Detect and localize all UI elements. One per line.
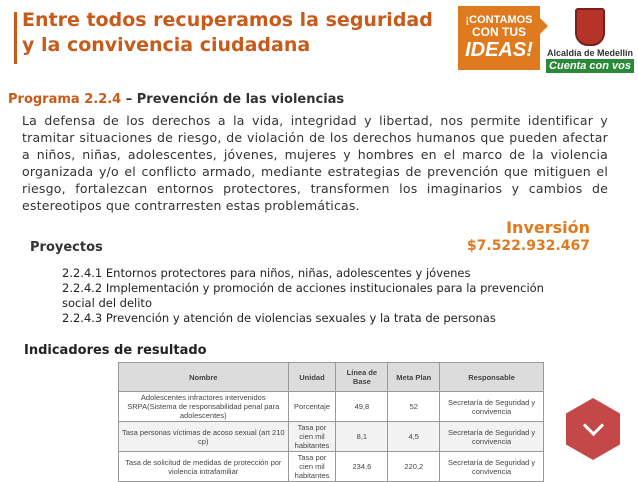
badge-line-2: CON TUS xyxy=(472,25,526,39)
investment-value: $7.522.932.467 xyxy=(466,238,590,254)
col-responsable: Responsable xyxy=(440,363,544,392)
alcaldia-logo xyxy=(546,4,634,78)
project-item: 2.2.4.3 Prevención y atención de violencias sexuales y la trata de personas xyxy=(62,311,496,325)
col-unidad: Unidad xyxy=(288,363,336,392)
col-nombre: Nombre xyxy=(119,363,289,392)
cell-responsable: Secretaría de Seguridad y convivencia xyxy=(440,392,544,422)
contamos-badge xyxy=(458,6,540,70)
badge-line-1: ¡CONTAMOS xyxy=(465,14,533,26)
cell-responsable: Secretaría de Seguridad y convivencia xyxy=(440,422,544,452)
investment-label: Inversión xyxy=(506,218,590,237)
program-heading xyxy=(8,92,628,107)
title-accent-bar xyxy=(14,12,17,64)
title-line-1: Entre todos recuperamos la seguridad xyxy=(22,9,433,31)
program-code: Programa 2.2.4 xyxy=(8,92,122,107)
table-header-row xyxy=(119,363,544,392)
page-title xyxy=(22,8,452,58)
cell-linea-base: 234,6 xyxy=(336,452,388,482)
project-item: 2.2.4.1 Entornos protectores para niños, niñas, adolescentes y jóvenes xyxy=(62,266,471,280)
indicators-heading: Indicadores de resultado xyxy=(24,343,207,358)
cell-nombre: Tasa personas víctimas de acoso sexual (art 210 cp) xyxy=(119,422,289,452)
table-row xyxy=(119,422,544,452)
projects-heading: Proyectos xyxy=(30,240,103,255)
projects-list xyxy=(62,266,552,326)
logo-line-2: Cuenta con vos xyxy=(546,59,634,73)
table-row xyxy=(119,392,544,422)
table-row xyxy=(119,452,544,482)
cell-unidad: Tasa por cien mil habitantes xyxy=(288,452,336,482)
indicators-table xyxy=(118,362,544,482)
program-name: Prevención de las violencias xyxy=(136,92,345,107)
cell-meta-plan: 52 xyxy=(388,392,440,422)
project-item: 2.2.4.2 Implementación y promoción de acciones institucionales para la prevención social del delito xyxy=(62,281,544,310)
cell-meta-plan: 4,5 xyxy=(388,422,440,452)
cell-responsable: Secretaría de Seguridad y convivencia xyxy=(440,452,544,482)
cell-nombre: Tasa de solicitud de medidas de protección por violencia intrafamiliar xyxy=(119,452,289,482)
cell-nombre: Adolescentes infractores intervenidos SRPA(Sistema de responsabilidad penal para adolescentes) xyxy=(119,392,289,422)
logo-line-1: Alcaldía de Medellín xyxy=(546,48,634,58)
shield-icon xyxy=(575,8,605,46)
cell-linea-base: 49,8 xyxy=(336,392,388,422)
cell-meta-plan: 220,2 xyxy=(388,452,440,482)
col-meta-plan: Meta Plan xyxy=(388,363,440,392)
cell-unidad: Porcentaje xyxy=(288,392,336,422)
cell-linea-base: 8,1 xyxy=(336,422,388,452)
badge-line-3: IDEAS! xyxy=(465,39,533,61)
program-description: La defensa de los derechos a la vida, integridad y libertad, nos permite identificar y tramitar situaciones de riesgo, de violación de los derechos humanos que pueden afectar a niños, niñas, adolescentes, jóvenes, mujeres y hombres en el marco de la violencia organizada y/o el conflicto armado, mediante estrategias de prevención que mitiguen el riesgo, fortalezcan entornos protectores, transformen los imaginarios y cambios de estereotipos que contrarresten estas problemáticas. xyxy=(22,113,608,213)
col-linea-base: Línea de Base xyxy=(336,363,388,392)
program-separator: – xyxy=(121,92,137,107)
cell-unidad: Tasa por cien mil habitantes xyxy=(288,422,336,452)
title-line-2: y la convivencia ciudadana xyxy=(22,34,311,56)
